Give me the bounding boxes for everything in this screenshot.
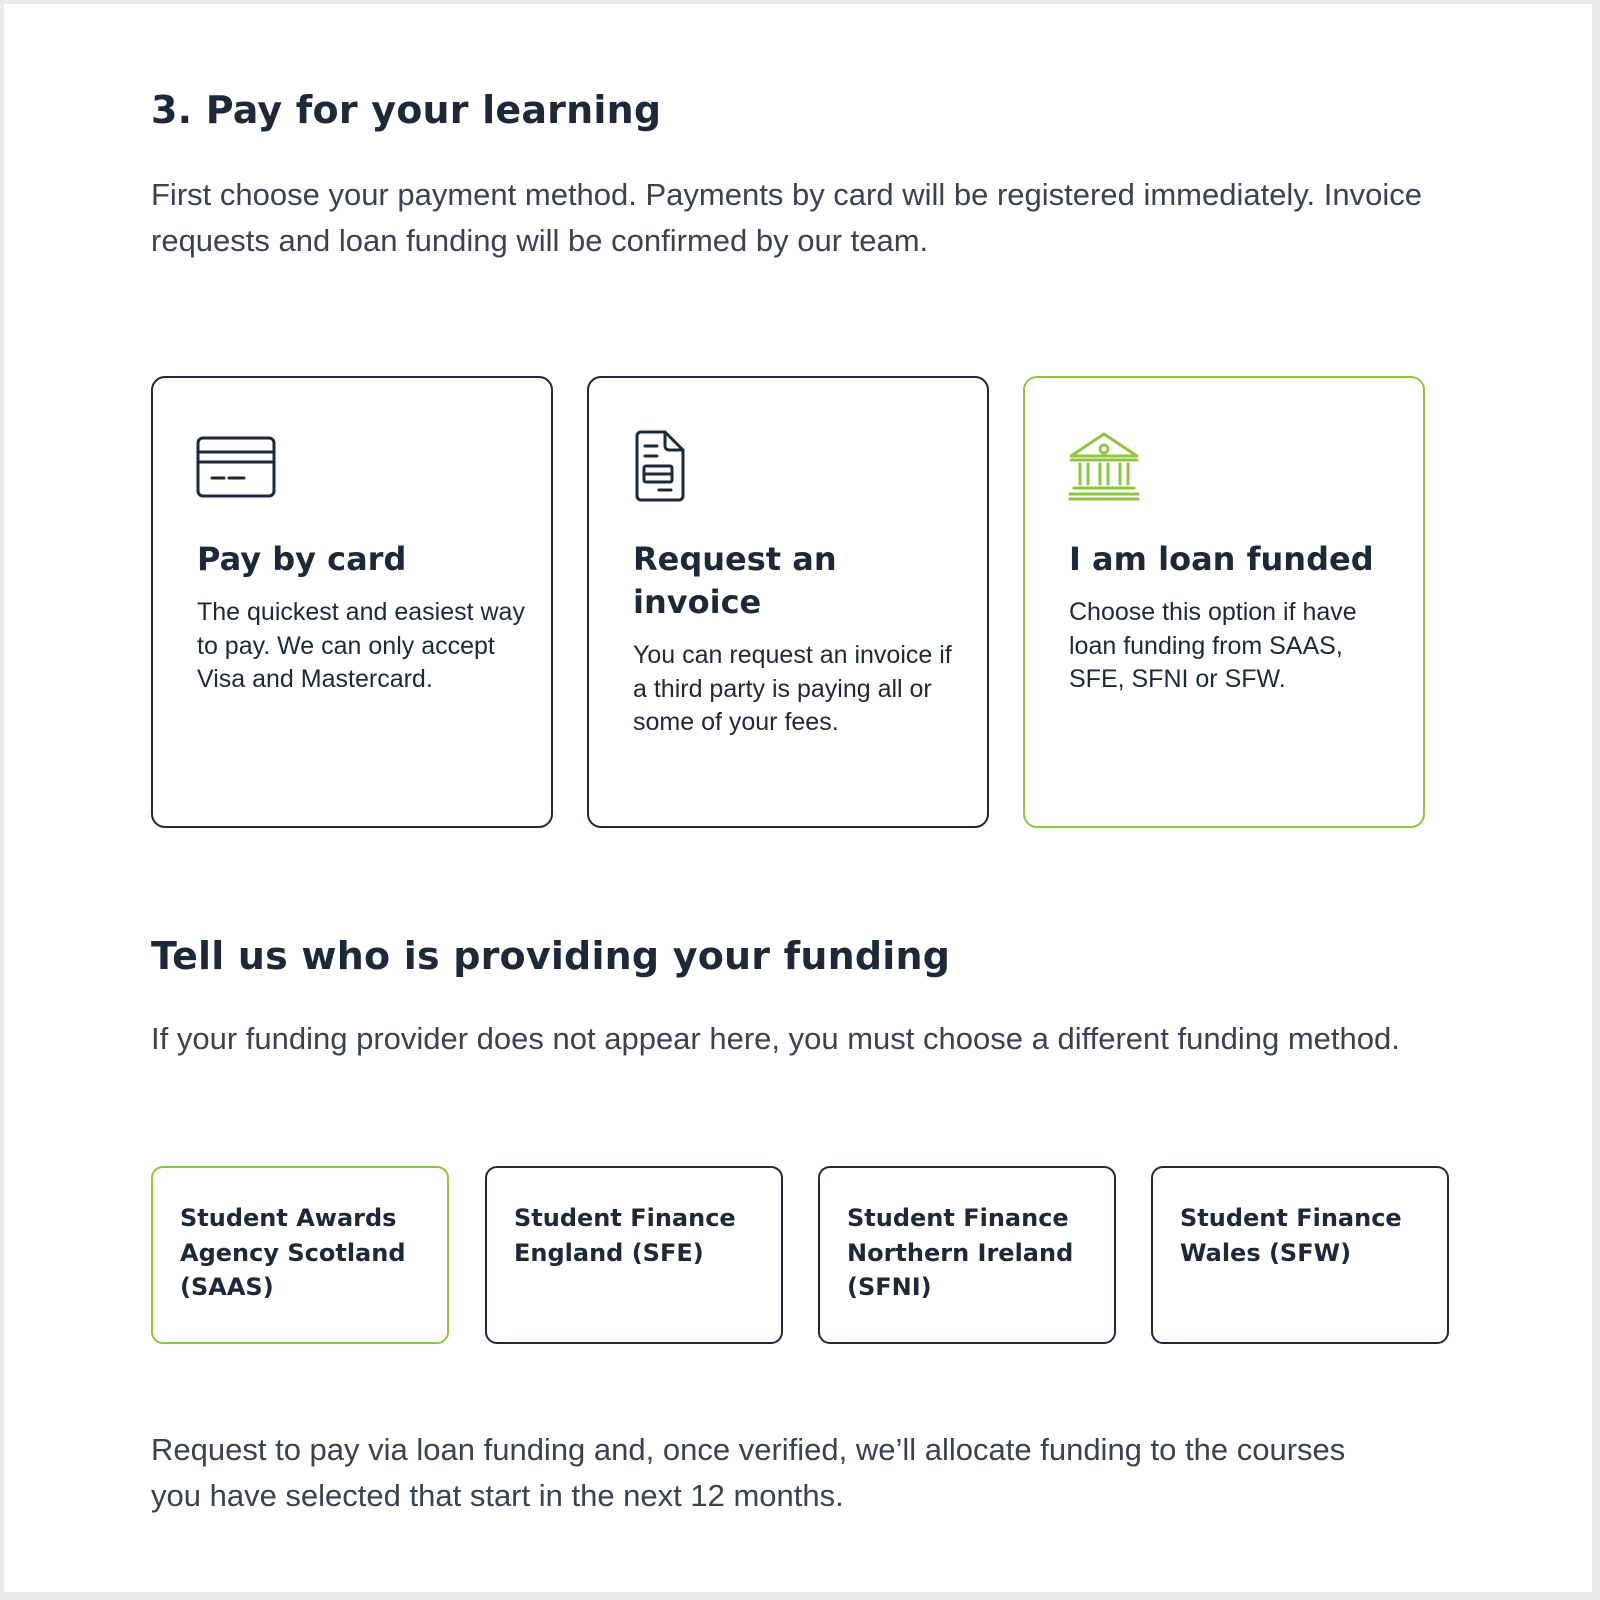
card-title: Pay by card [197,540,407,578]
credit-card-icon [196,430,280,506]
invoice-document-icon [632,430,716,506]
provider-option-saas[interactable] [151,1166,449,1344]
loan-title: I am loan funded [1069,540,1374,578]
card-description: The quickest and easiest way to pay. We can only accept Visa and Mastercard. [197,598,525,693]
invoice-title: Request an invoice [633,540,837,621]
footer-note: Request to pay via loan funding and, once verified, we’ll allocate funding to the courses you have selected that start in the next 12 months. [151,1432,1346,1513]
payment-option-invoice[interactable] [587,376,989,828]
section-title: 3. Pay for your learning [151,88,662,132]
provider-option-sfw[interactable] [1151,1166,1449,1344]
invoice-description: You can request an invoice if a third party is paying all or some of your fees. [633,641,952,736]
funding-intro: If your funding provider does not appear here, you must choose a different funding method. [151,1021,1400,1056]
loan-description: Choose this option if have loan funding from SAAS, SFE, SFNI or SFW. [1069,598,1357,693]
provider-label: Student Awards Agency Scotland (SAAS) [180,1204,406,1301]
provider-label: Student Finance Northern Ireland (SFNI) [847,1204,1074,1301]
funding-title: Tell us who is providing your funding [151,934,951,978]
provider-option-sfni[interactable] [818,1166,1116,1344]
payment-option-loan[interactable] [1023,376,1425,828]
payment-option-card[interactable] [151,376,553,828]
page [4,4,1592,1592]
section-intro: First choose your payment method. Payments by card will be registered immediately. Invoice requests and loan funding will be confirmed by our team. [151,177,1422,258]
provider-label: Student Finance Wales (SFW) [1180,1204,1402,1267]
provider-label: Student Finance England (SFE) [514,1204,736,1267]
bank-icon [1068,430,1152,506]
provider-option-sfe[interactable] [485,1166,783,1344]
